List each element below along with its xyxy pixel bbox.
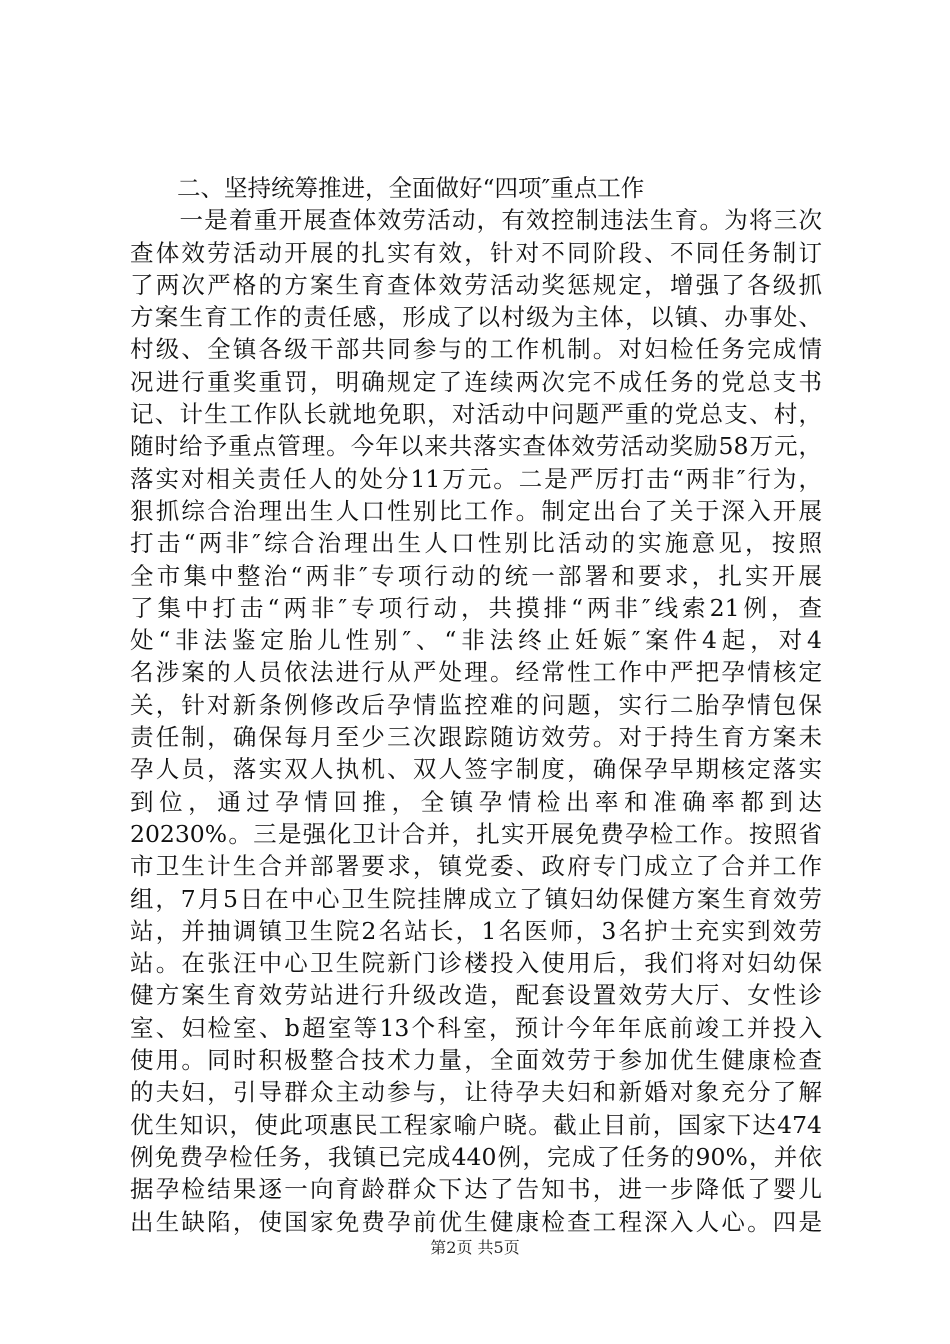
text-line: 到位，通过孕情回推，全镇孕情检出率和准确率都到达 — [130, 787, 822, 816]
text-line: 落实对相关责任人的处分11万元。二是严厉打击“两非″行为， — [130, 464, 822, 493]
text-line: 室、妇检室、b超室等13个科室，预计今年年底前竣工并投入 — [130, 1013, 822, 1042]
text-line: 使用。同时积极整合技术力量，全面效劳于参加优生健康检查 — [130, 1046, 822, 1075]
text-line: 站。在张汪中心卫生院新门诊楼投入使用后，我们将对妇幼保 — [130, 949, 822, 978]
text-line: 20230%。三是强化卫计合并，扎实开展免费孕检工作。按照省 — [130, 819, 822, 848]
section-heading: 二、坚持统筹推进，全面做好“四项″重点工作 — [130, 174, 645, 202]
text-line: 责任制，确保每月至少三次跟踪随访效劳。对于持生育方案未 — [130, 723, 822, 752]
text-line: 优生知识，使此项惠民工程家喻户晓。截止目前，国家下达474 — [130, 1110, 822, 1139]
text-line: 随时给予重点管理。今年以来共落实查体效劳活动奖励58万元， — [130, 432, 822, 461]
text-line: 名涉案的人员依法进行从严处理。经常性工作中严把孕情核定 — [130, 658, 822, 687]
text-line: 关，针对新条例修改后孕情监控难的问题，实行二胎孕情包保 — [130, 690, 822, 719]
text-line: 一是着重开展查体效劳活动，有效控制违法生育。为将三次 — [130, 206, 822, 235]
text-line: 据孕检结果逐一向育龄群众下达了告知书，进一步降低了婴儿 — [130, 1175, 822, 1204]
page-footer: 第2页 共5页 — [430, 1238, 520, 1257]
text-line: 市卫生计生合并部署要求，镇党委、政府专门成立了合并工作 — [130, 852, 822, 881]
text-line: 出生缺陷，使国家免费孕前优生健康检查工程深入人心。四是 — [130, 1207, 822, 1236]
text-line: 组，7月5日在中心卫生院挂牌成立了镇妇幼保健方案生育效劳 — [130, 884, 822, 913]
text-line: 村级、全镇各级干部共同参与的工作机制。对妇检任务完成情 — [130, 335, 822, 364]
text-line: 全市集中整治“两非″专项行动的统一部署和要求，扎实开展 — [130, 561, 822, 590]
text-line: 健方案生育效劳站进行升级改造，配套设置效劳大厅、女性诊 — [130, 981, 822, 1010]
text-line: 方案生育工作的责任感，形成了以村级为主体，以镇、办事处、 — [130, 303, 822, 332]
text-line: 记、计生工作队长就地免职，对活动中问题严重的党总支、村， — [130, 400, 822, 429]
text-line: 处“非法鉴定胎儿性别″、“非法终止妊娠″案件4起，对4 — [130, 626, 822, 655]
text-line: 狠抓综合治理出生人口性别比工作。制定出台了关于深入开展 — [130, 496, 822, 525]
text-line: 例免费孕检任务，我镇已完成440例，完成了任务的90%，并依 — [130, 1142, 822, 1171]
text-line: 了两次严格的方案生育查体效劳活动奖惩规定，增强了各级抓 — [130, 270, 822, 299]
text-line: 了集中打击“两非″专项行动，共摸排“两非″线索21例，查 — [130, 593, 822, 622]
document-body — [130, 172, 822, 1238]
text-line: 打击“两非″综合治理出生人口性别比活动的实施意见，按照 — [130, 529, 822, 558]
text-line: 的夫妇，引导群众主动参与，让待孕夫妇和新婚对象充分了解 — [130, 1078, 822, 1107]
text-line: 况进行重奖重罚，明确规定了连续两次完不成任务的党总支书 — [130, 367, 822, 396]
paragraph — [130, 204, 822, 1238]
text-line: 查体效劳活动开展的扎实有效，针对不同阶段、不同任务制订 — [130, 238, 822, 267]
text-line: 孕人员，落实双人执机、双人签字制度，确保孕早期核定落实 — [130, 755, 822, 784]
text-line: 站，并抽调镇卫生院2名站长，1名医师，3名护士充实到效劳 — [130, 916, 822, 945]
